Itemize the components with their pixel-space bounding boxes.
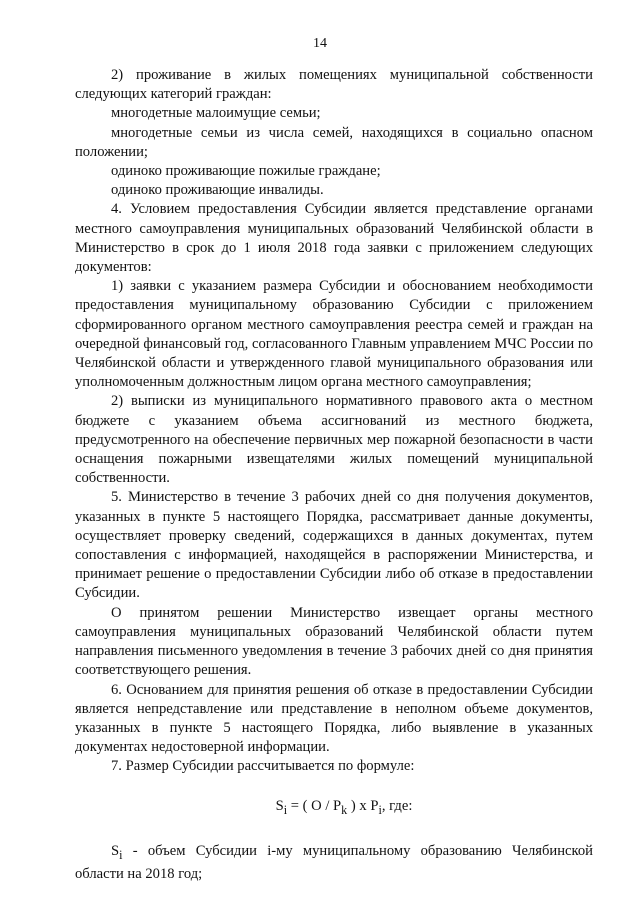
paragraph-housing-categories: 2) проживание в жилых помещениях муниципальной собственности следующих категорий граждан: xyxy=(75,67,593,103)
paragraph-item-7: 7. Размер Субсидии рассчитывается по формуле: xyxy=(111,758,415,775)
formula-s-sub: i xyxy=(283,802,288,817)
paragraph-item-6: 6. Основанием для принятия решения об отказе в предоставлении Субсидии является непредставление или представление в неполном объеме документов, указанных в пункте 5 настоящего Порядка, либо выявление в указанных документах недостоверной информации. xyxy=(75,681,593,756)
formula-pk-sub: k xyxy=(341,802,348,817)
formula-s: S xyxy=(275,797,284,814)
definition-symbol: S xyxy=(111,842,120,859)
formula-pi-sub: i xyxy=(378,802,382,817)
list-item-elderly-single: одиноко проживающие пожилые граждане; xyxy=(111,163,381,180)
subsidy-formula xyxy=(75,797,593,820)
list-item-large-families-at-risk: многодетные семьи из числа семей, находящихся в социально опасном положении; xyxy=(75,124,593,160)
paragraph-item-4: 4. Условием предоставления Субсидии является представление органами местного самоуправления муниципальных образований Челябинской области в Министерство в срок до 1 июля 2018 года заявки с приложением следующих документов: xyxy=(75,201,593,276)
document-body xyxy=(75,66,593,884)
definition-si xyxy=(75,842,593,884)
paragraph-item-4-2: 2) выписки из муниципального нормативного правового акта о местном бюджете с указанием объема ассигнований из местного бюджета, предусмотренного на обеспечение первичных мер пожарной безопасности в части оснащения пожарными извещателями жилых помещений муниципальной собственности. xyxy=(75,393,593,487)
definition-text: - объем Субсидии i-му муниципальному образованию Челябинской области на 2018 год; xyxy=(75,842,593,882)
list-item-large-poor-families: многодетные малоимущие семьи; xyxy=(111,105,321,122)
paragraph-item-5: 5. Министерство в течение 3 рабочих дней со дня получения документов, указанных в пункте 5 настоящего Порядка, рассматривает данные документы, осуществляет проверку сведений, содержащихся в данных документах, путем сопоставления с информацией, находящейся в распоряжении Министерства, и принимает решение о предоставлении Субсидии либо об отказе в предоставлении Субсидии. xyxy=(75,489,593,602)
paragraph-decision-notice: О принятом решении Министерство извещает органы местного самоуправления муниципальных образований Челябинской области путем направления письменного уведомления в течение 3 рабочих дней со дня принятия соответствующего решения. xyxy=(75,604,593,679)
formula-tail: , где: xyxy=(381,797,413,814)
list-item-disabled-single: одиноко проживающие инвалиды. xyxy=(111,182,324,199)
formula-middle: = ( O / P xyxy=(287,797,342,814)
paragraph-item-4-1: 1) заявки с указанием размера Субсидии и обоснованием необходимости предоставления муниципальному образованию Субсидии с приложением сформированного органом местного самоуправления реестра семей и граждан на очередной финансовый год, согласованного Главным управлением МЧС России по Челябинской области и утвержденного главой муниципального образования или уполномоченным должностным лицом органа местного самоуправления; xyxy=(75,278,593,391)
formula-after-pk: ) x P xyxy=(347,797,379,814)
page-number: 14 xyxy=(313,36,327,51)
definition-symbol-sub: i xyxy=(119,847,123,862)
